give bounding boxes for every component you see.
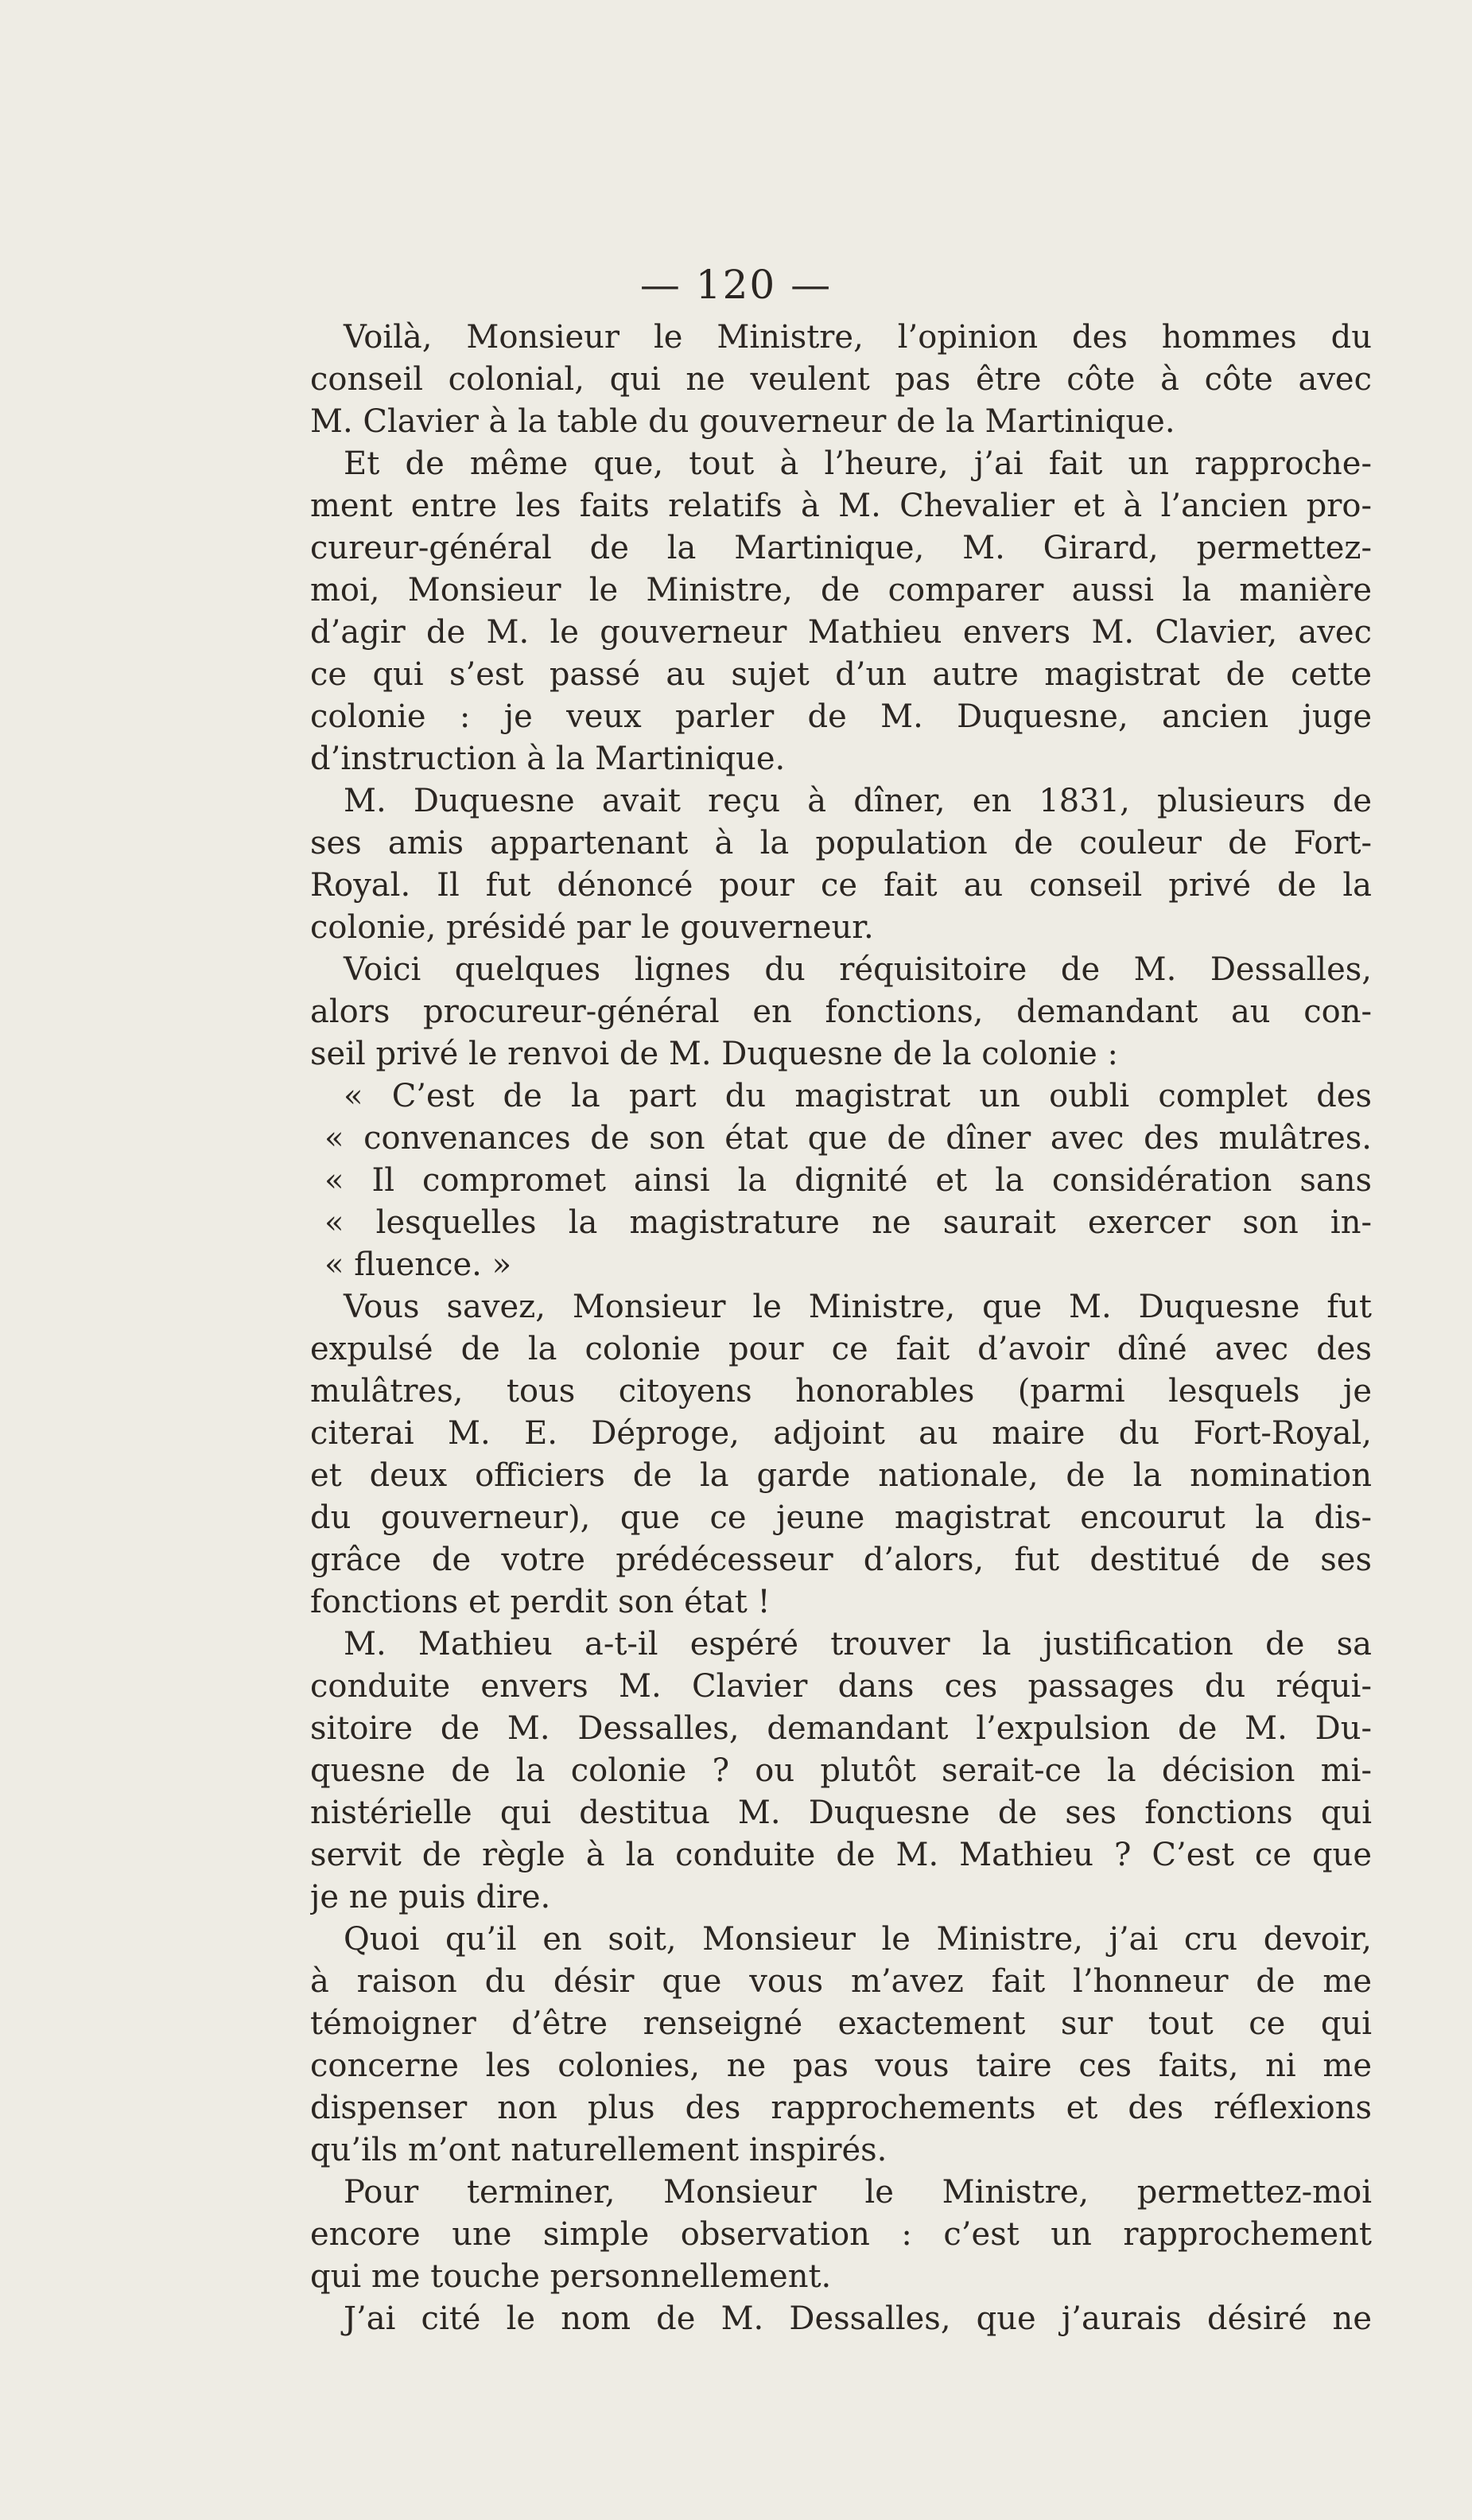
text-line: Et de même que, tout à l’heure, j’ai fait un rapproche- (344, 445, 1372, 482)
text-line: qu’ils m’ont naturellement inspirés. (310, 2132, 887, 2168)
text-line: M. Mathieu a-t-il espéré trouver la justification de sa (344, 1626, 1372, 1662)
text-line: Voici quelques lignes du réquisitoire de M. Dessalles, (344, 951, 1372, 988)
text-line: « lesquelles la magistrature ne saurait exercer son in- (324, 1204, 1372, 1241)
text-line: colonie, présidé par le gouverneur. (310, 909, 874, 946)
text-line: à raison du désir que vous m’avez fait l’honneur de me (310, 1963, 1372, 2000)
text-line: d’agir de M. le gouverneur Mathieu envers M. Clavier, avec (310, 614, 1372, 651)
text-line: ce qui s’est passé au sujet d’un autre magistrat de cette (310, 656, 1372, 693)
text-line: Vous savez, Monsieur le Ministre, que M. Duquesne fut (344, 1289, 1372, 1325)
text-line: « fluence. » (324, 1246, 512, 1283)
text-line: mulâtres, tous citoyens honorables (parmi lesquels je (310, 1373, 1372, 1410)
text-line: qui me touche personnellement. (310, 2258, 832, 2295)
text-line: Voilà, Monsieur le Ministre, l’opinion des hommes du (344, 319, 1372, 356)
text-line: d’instruction à la Martinique. (310, 741, 786, 777)
text-line: « C’est de la part du magistrat un oubli complet des (344, 1078, 1372, 1114)
text-line: « convenances de son état que de dîner avec des mulâtres. (324, 1120, 1372, 1157)
text-line: concerne les colonies, ne pas vous taire ces faits, ni me (310, 2048, 1372, 2084)
text-line: nistérielle qui destitua M. Duquesne de ses fonctions qui (310, 1795, 1372, 1831)
text-line: ment entre les faits relatifs à M. Chevalier et à l’ancien pro- (310, 488, 1372, 524)
text-line: conduite envers M. Clavier dans ces passages du réqui- (310, 1668, 1372, 1705)
text-line: témoigner d’être renseigné exactement sur tout ce qui (310, 2005, 1372, 2042)
text-line: Royal. Il fut dénoncé pour ce fait au conseil privé de la (310, 867, 1372, 904)
text-line: ses amis appartenant à la population de couleur de Fort- (310, 825, 1372, 861)
text-line: seil privé le renvoi de M. Duquesne de la colonie : (310, 1036, 1118, 1072)
page-number: — 120 — (639, 262, 833, 308)
text-line: servit de règle à la conduite de M. Mathieu ? C’est ce que (310, 1837, 1372, 1873)
text-line: sitoire de M. Dessalles, demandant l’expulsion de M. Du- (310, 1710, 1372, 1747)
text-line: du gouverneur), que ce jeune magistrat encourut la dis- (310, 1499, 1372, 1536)
text-line: je ne puis dire. (310, 1879, 551, 1915)
text-line: moi, Monsieur le Ministre, de comparer aussi la manière (310, 572, 1372, 609)
text-line: cureur-général de la Martinique, M. Girard, permettez- (310, 530, 1372, 566)
text-line: fonctions et perdit son état ! (310, 1584, 771, 1620)
body-text (310, 317, 1372, 2340)
text-line: M. Duquesne avait reçu à dîner, en 1831, plusieurs de (344, 783, 1372, 819)
text-line: « Il compromet ainsi la dignité et la considération sans (324, 1162, 1372, 1199)
text-line: encore une simple observation : c’est un rapprochement (310, 2216, 1372, 2253)
text-line: alors procureur-général en fonctions, demandant au con- (310, 994, 1372, 1030)
text-line: Pour terminer, Monsieur le Ministre, permettez-moi (344, 2174, 1372, 2211)
text-line: expulsé de la colonie pour ce fait d’avoir dîné avec des (310, 1331, 1372, 1367)
text-line: Quoi qu’il en soit, Monsieur le Ministre, j’ai cru devoir, (344, 1921, 1372, 1958)
text-line: dispenser non plus des rapprochements et des réflexions (310, 2090, 1372, 2126)
text-line: J’ai cité le nom de M. Dessalles, que j’aurais désiré ne (344, 2300, 1372, 2337)
text-line: citerai M. E. Déproge, adjoint au maire du Fort-Royal, (310, 1415, 1372, 1452)
text-line: et deux officiers de la garde nationale, de la nomination (310, 1457, 1372, 1494)
text-line: colonie : je veux parler de M. Duquesne, ancien juge (310, 698, 1372, 735)
text-line: conseil colonial, qui ne veulent pas être côte à côte avec (310, 361, 1372, 398)
text-line: quesne de la colonie ? ou plutôt serait-ce la décision mi- (310, 1752, 1372, 1789)
text-line: grâce de votre prédécesseur d’alors, fut destitué de ses (310, 1542, 1372, 1578)
text-line: M. Clavier à la table du gouverneur de la Martinique. (310, 403, 1175, 440)
